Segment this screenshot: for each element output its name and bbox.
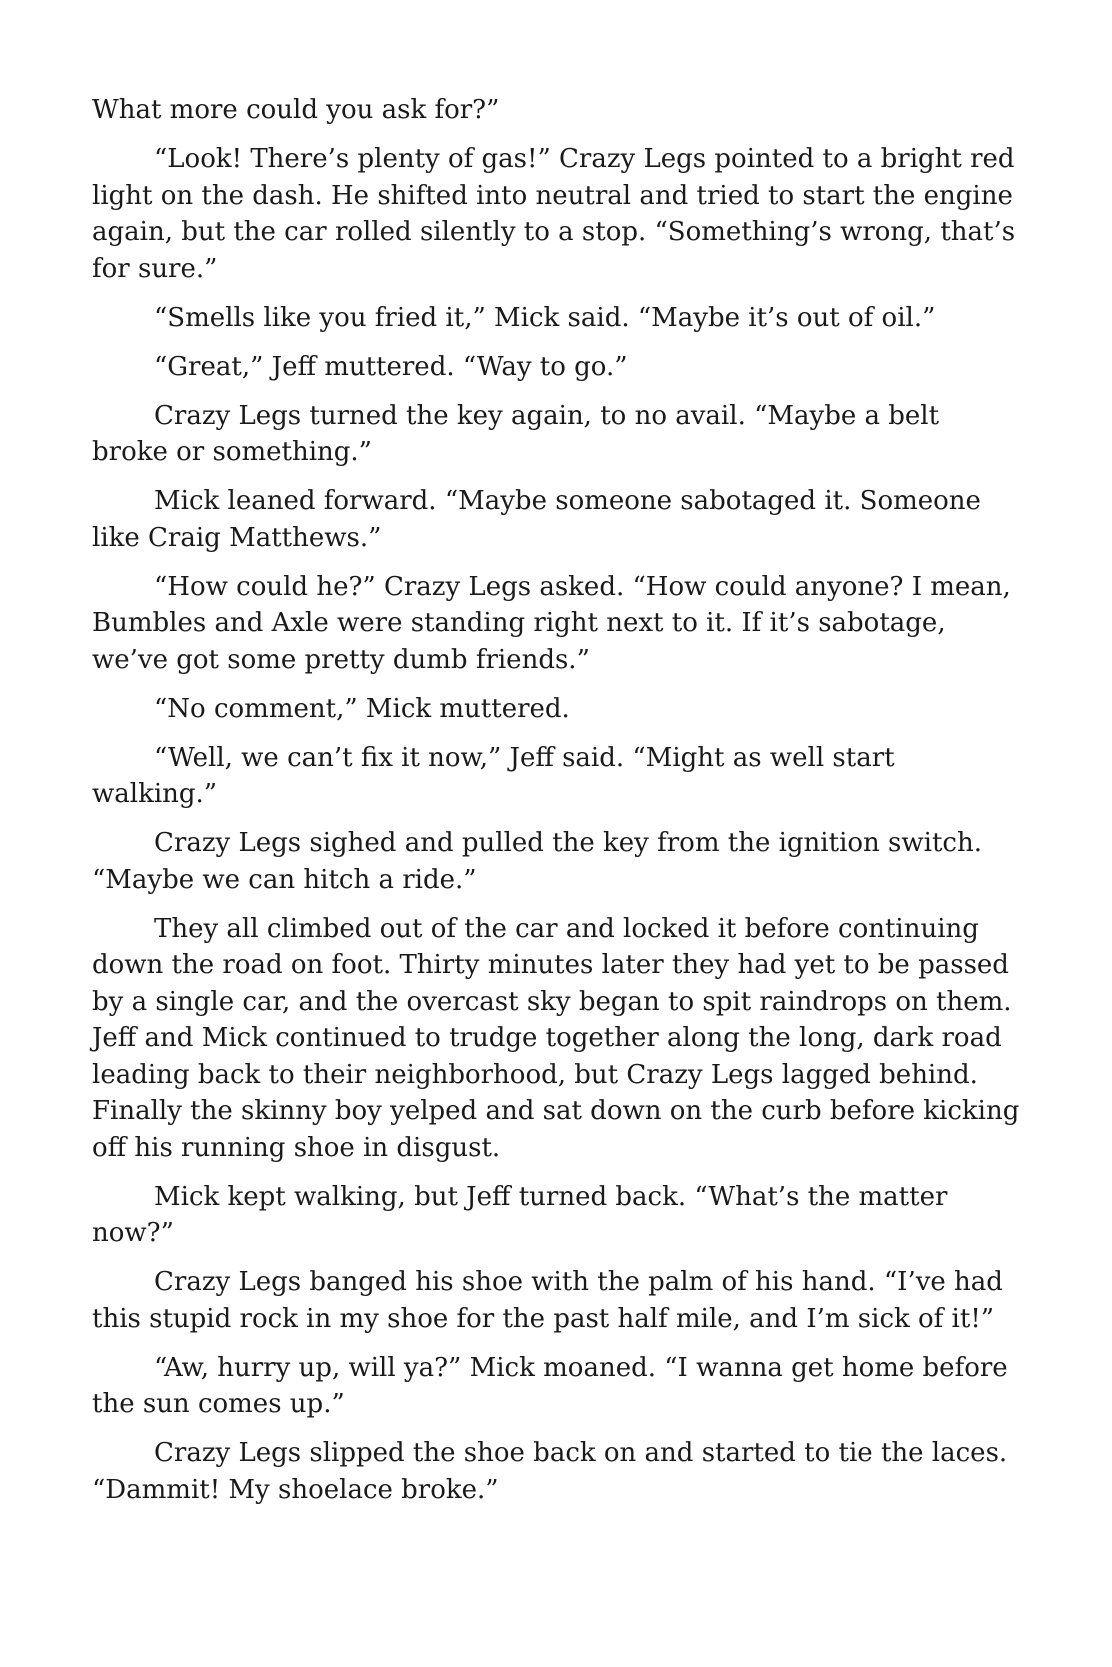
paragraph: Crazy Legs sighed and pulled the key from the ignition switch. “Maybe we can hitch a ride.” [92, 828, 982, 895]
paragraph: “Smells like you fried it,” Mick said. “Maybe it’s out of oil.” [154, 302, 936, 333]
paragraph: Crazy Legs banged his shoe with the palm of his hand. “I’ve had this stupid rock in my shoe for the past half mile, and I’m sick of it!” [92, 1267, 1003, 1334]
paragraph: “Great,” Jeff muttered. “Way to go.” [154, 351, 628, 382]
paragraph: “No comment,” Mick muttered. [154, 693, 570, 724]
paragraph: “How could he?” Crazy Legs asked. “How could anyone? I mean, Bumbles and Axle were standing right next to it. If it’s sabotage, we’ve got some pretty dumb friends.” [92, 571, 1011, 675]
paragraph-continuation: What more could you ask for?” [92, 95, 500, 125]
paragraph: Crazy Legs slipped the shoe back on and started to tie the laces. “Dammit! My shoelace broke.” [92, 1438, 1008, 1505]
paragraph: “Well, we can’t fix it now,” Jeff said. “Might as well start walking.” [92, 742, 895, 809]
paragraph: Crazy Legs turned the key again, to no avail. “Maybe a belt broke or something.” [92, 400, 940, 467]
paragraph: “Aw, hurry up, will ya?” Mick moaned. “I wanna get home before the sun comes up.” [92, 1352, 1008, 1419]
paragraph: Mick kept walking, but Jeff turned back. “What’s the matter now?” [92, 1181, 948, 1248]
paragraph: Mick leaned forward. “Maybe someone sabotaged it. Someone like Craig Matthews.” [92, 486, 981, 553]
paragraph: They all climbed out of the car and locked it before continuing down the road on foot. Thirty minutes later they had yet to be passed by a single car, and the overcast sky began to spit raindrops on them. Jeff and Mick continued to trudge together along the long, dark road leading back to their neighborhood, but Crazy Legs lagged behind. Finally the skinny boy yelped and sat down on the curb before kicking off his running shoe in disgust. [92, 913, 1020, 1163]
paragraph: “Look! There’s plenty of gas!” Crazy Legs pointed to a bright red light on the dash. He shifted into neutral and tried to start the engine again, but the car rolled silently to a stop. “Something’s wrong, that’s for sure.” [92, 144, 1016, 284]
